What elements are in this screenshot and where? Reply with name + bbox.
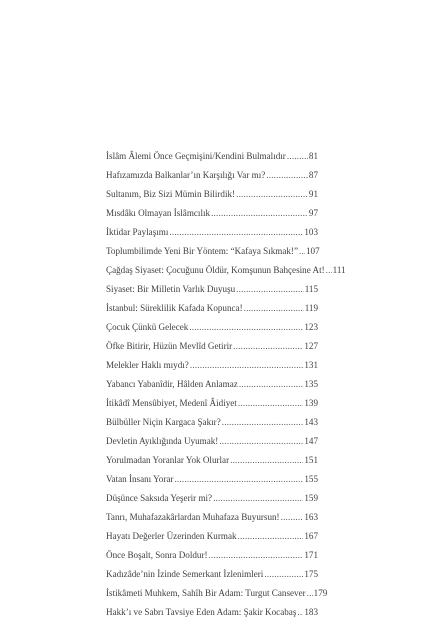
toc-leader-dots <box>287 147 308 166</box>
toc-leader-dots <box>209 546 304 565</box>
toc-leader-dots <box>299 242 305 261</box>
toc-entry-title: Mısdâkı Olmayan İslâmcılık <box>106 208 211 218</box>
toc-leader-dots <box>239 375 304 394</box>
toc-entry[interactable] <box>106 261 346 280</box>
toc-entry-title: İstikâmeti Muhkem, Sahîh Bir Adam: Turgut Cansever <box>106 588 306 598</box>
toc-entry[interactable] <box>106 584 328 603</box>
toc-entry-page: 167 <box>304 531 318 541</box>
toc-entry[interactable] <box>106 565 318 584</box>
toc-entry-title: Bülbüller Niçin Kargaca Şakır? <box>106 417 221 427</box>
toc-entry-title: Vatan İnsanı Yorar <box>106 474 174 484</box>
toc-entry[interactable] <box>106 356 318 375</box>
toc-entry[interactable] <box>106 489 318 508</box>
toc-entry[interactable] <box>106 527 318 546</box>
toc-leader-dots <box>213 489 303 508</box>
toc-entry[interactable] <box>106 299 318 318</box>
toc-entry[interactable] <box>106 166 318 185</box>
toc-leader-dots <box>169 223 303 242</box>
toc-leader-dots <box>233 337 303 356</box>
toc-entry-page: 155 <box>304 474 318 484</box>
toc-entry-title: Siyaset: Bir Milletin Varlık Duyuşu <box>106 284 236 294</box>
toc-leader-dots <box>189 318 303 337</box>
toc-entry-page: 179 <box>313 588 328 598</box>
toc-entry-page: 107 <box>305 246 320 256</box>
toc-entry-page: 159 <box>304 493 318 503</box>
toc-leader-dots <box>326 261 332 280</box>
toc-entry-title: Yorulmadan Yoranlar Yok Olurlar <box>106 455 230 465</box>
toc-leader-dots <box>236 185 308 204</box>
toc-entry-page: 103 <box>304 227 318 237</box>
toc-entry[interactable] <box>106 185 318 204</box>
toc-entry-page: 119 <box>304 303 318 313</box>
table-of-contents <box>106 147 346 622</box>
toc-entry-page: 127 <box>304 341 318 351</box>
toc-entry-title: Çocuk Çünkü Gelecek <box>106 322 189 332</box>
toc-leader-dots <box>307 584 313 603</box>
toc-entry[interactable] <box>106 508 318 527</box>
toc-entry-title: Sultanım, Biz Sizi Mümin Bilirdik! <box>106 189 236 199</box>
toc-entry-page: 97 <box>308 208 318 218</box>
toc-entry-title: İtikâdî Mensûbiyet, Medenî Âidiyet <box>106 398 237 408</box>
toc-leader-dots <box>236 280 304 299</box>
toc-entry-title: Devletin Ayıklığında Uyumak! <box>106 436 219 446</box>
toc-entry-title: Tanrı, Muhafazakârlardan Muhafaza Buyursun! <box>106 512 280 522</box>
toc-leader-dots <box>244 299 304 318</box>
toc-entry-page: 183 <box>304 607 319 617</box>
toc-entry[interactable] <box>106 470 318 489</box>
toc-entry-title: Hayatı Değerler Üzerinden Kurmak <box>106 531 237 541</box>
toc-leader-dots <box>222 413 304 432</box>
toc-leader-dots <box>238 527 304 546</box>
toc-entry-title: Yabancı Yabanîdir, Hâlden Anlamaz <box>106 379 238 389</box>
toc-leader-dots <box>281 508 304 527</box>
toc-entry-page: 143 <box>304 417 318 427</box>
toc-entry[interactable] <box>106 242 318 261</box>
toc-entry-page: 171 <box>304 550 318 560</box>
toc-entry[interactable] <box>106 280 318 299</box>
toc-entry-title: Melekler Haklı mıydı? <box>106 360 189 370</box>
toc-leader-dots <box>190 356 304 375</box>
toc-entry-page: 115 <box>304 284 318 294</box>
toc-entry[interactable] <box>106 337 318 356</box>
toc-entry[interactable] <box>106 147 318 166</box>
toc-leader-dots <box>266 166 308 185</box>
toc-entry-title: Hafızamızda Balkanlar’ın Karşılığı Var mı? <box>106 170 266 180</box>
toc-leader-dots <box>264 565 303 584</box>
toc-entry[interactable] <box>106 546 318 565</box>
toc-entry-page: 123 <box>304 322 318 332</box>
toc-entry-page: 151 <box>304 455 318 465</box>
toc-entry-title: Düşünce Saksıda Yeşerir mi? <box>106 493 213 503</box>
toc-entry-title: Toplumbilimde Yeni Bir Yöntem: “Kafaya Sıkmak!” <box>106 246 298 256</box>
toc-entry-page: 81 <box>308 151 318 161</box>
toc-entry-title: Kadızâde’nin İzinde Semerkant İzlenimleri <box>106 569 264 579</box>
toc-entry-page: 163 <box>304 512 318 522</box>
toc-leader-dots <box>211 204 308 223</box>
toc-entry[interactable] <box>106 432 318 451</box>
toc-leader-dots <box>230 451 303 470</box>
toc-entry[interactable] <box>106 204 318 223</box>
toc-entry[interactable] <box>106 375 318 394</box>
toc-entry-page: 147 <box>304 436 318 446</box>
toc-leader-dots <box>297 603 303 622</box>
toc-entry[interactable] <box>106 223 318 242</box>
toc-leader-dots <box>238 394 304 413</box>
toc-entry-title: İktidar Paylaşımı <box>106 227 169 237</box>
toc-entry[interactable] <box>106 318 318 337</box>
toc-entry-title: Çağdaş Siyaset: Çocuğunu Öldür, Komşunun Bahçesine At! <box>106 265 325 275</box>
toc-entry-page: 131 <box>304 360 318 370</box>
toc-entry-page: 175 <box>304 569 318 579</box>
toc-entry[interactable] <box>106 603 318 622</box>
toc-entry-page: 135 <box>304 379 318 389</box>
toc-entry-title: Hakk’ı ve Sabrı Tavsiye Eden Adam: Şakir Kocabaş <box>106 607 297 617</box>
toc-entry[interactable] <box>106 451 318 470</box>
toc-entry-title: İstanbul: Süreklilik Kafada Kopunca! <box>106 303 243 313</box>
toc-entry[interactable] <box>106 394 318 413</box>
toc-entry-page: 91 <box>308 189 318 199</box>
toc-entry[interactable] <box>106 413 318 432</box>
toc-leader-dots <box>219 432 303 451</box>
toc-entry-title: Önce Boşalt, Sonra Doldur! <box>106 550 208 560</box>
toc-entry-title: İslâm Âlemi Önce Geçmişini/Kendini Bulmalıdır <box>106 151 286 161</box>
toc-entry-page: 139 <box>304 398 318 408</box>
toc-entry-page: 87 <box>308 170 318 180</box>
toc-entry-title: Öfke Bitirir, Hüzün Mevlîd Getirir <box>106 341 233 351</box>
toc-entry-page: 111 <box>332 265 346 275</box>
toc-leader-dots <box>174 470 303 489</box>
